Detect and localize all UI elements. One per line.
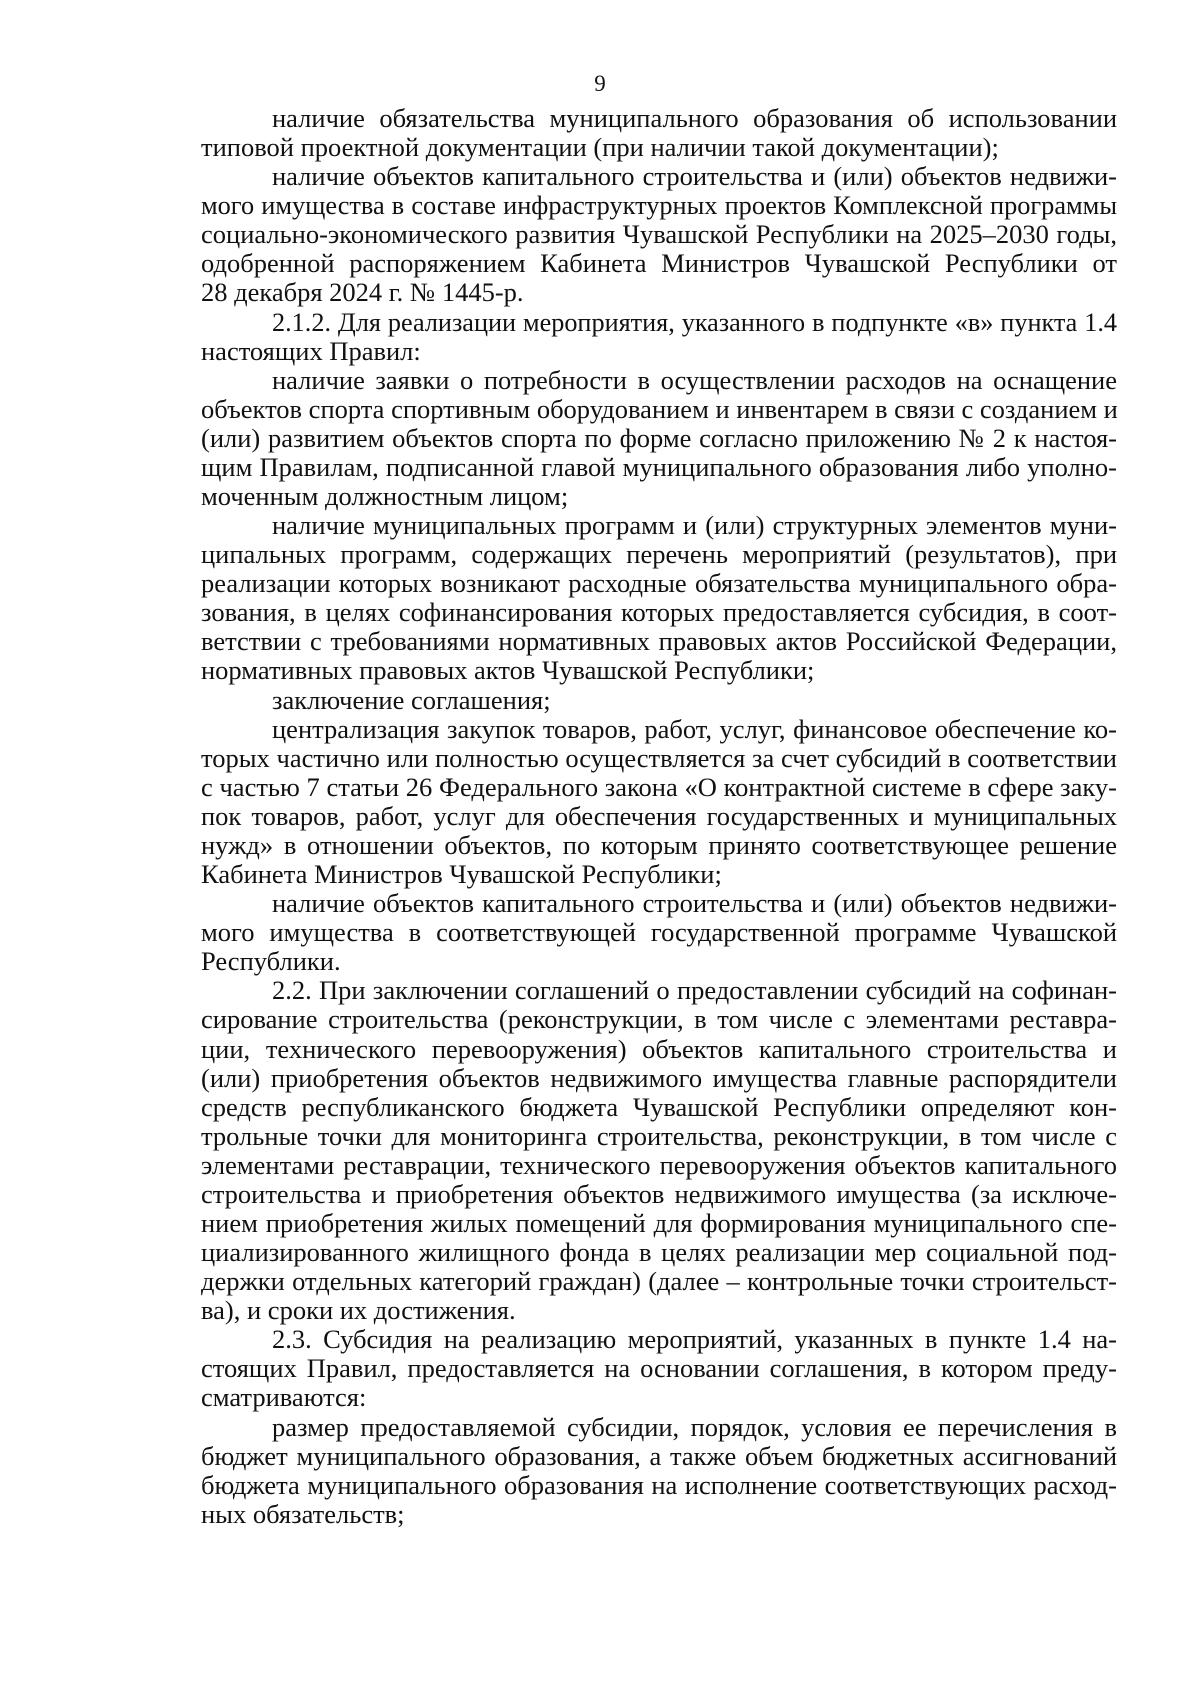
text-line: наличие заявки о потребности в осуществлении расходов на оснащение xyxy=(272,364,1117,395)
text-line: 2.2. При заключении соглашений о предоставлении субсидий на софинан- xyxy=(272,975,1117,1006)
text-line: заключение соглашения; xyxy=(272,684,551,715)
text-line: бюджета муниципального образования на исполнение соответствующих расход- xyxy=(201,1469,1117,1500)
text-line: (или) развитием объектов спорта по форме согласно приложению № 2 к настоя- xyxy=(201,422,1117,453)
text-line: зования, в целях софинансирования которых предоставляется субсидия, в соот- xyxy=(201,597,1117,628)
text-line: средств республиканского бюджета Чувашской Республики определяют кон- xyxy=(201,1091,1117,1122)
text-line: ветствии с требованиями нормативных правовых актов Российской Федерации, xyxy=(201,626,1117,657)
document-body-text xyxy=(201,104,1117,1529)
text-line: ва), и сроки их достижения. xyxy=(201,1295,516,1326)
text-line: торых частично или полностью осуществляется за счет субсидий в соответствии xyxy=(201,742,1117,773)
text-line: нием приобретения жилых помещений для формирования муниципального спе- xyxy=(201,1207,1117,1238)
text-line: 2.1.2. Для реализации мероприятия, указанного в подпункте «в» пункта 1.4 xyxy=(272,307,1117,337)
text-line: ных обязательств; xyxy=(201,1498,405,1529)
text-line: одобренной распоряжением Кабинета Министров Чувашской Республики от xyxy=(201,248,1117,279)
text-line: социально-экономического развития Чувашской Республики на 2025–2030 годы, xyxy=(201,219,1117,250)
text-line: пок товаров, работ, услуг для обеспечения государственных и муниципальных xyxy=(201,800,1117,831)
text-line: мого имущества в составе инфраструктурных проектов Комплексной программы xyxy=(201,191,1117,221)
text-line: мого имущества в соответствующей государственной программе Чувашской xyxy=(201,917,1117,948)
text-line: сирование строительства (реконструкции, в том числе с элементами реставра- xyxy=(201,1004,1117,1035)
text-line: стоящих Правил, предоставляется на основании соглашения, в котором преду- xyxy=(201,1353,1117,1384)
text-line: бюджет муниципального образования, а также объем бюджетных ассигнований xyxy=(201,1440,1117,1471)
text-line: моченным должностным лицом; xyxy=(201,481,569,512)
text-line: щим Правилам, подписанной главой муниципального образования либо уполно- xyxy=(201,451,1117,482)
text-line: (или) приобретения объектов недвижимого имущества главные распорядители xyxy=(201,1062,1117,1093)
text-line: наличие объектов капитального строительства и (или) объектов недвижи- xyxy=(272,161,1117,192)
text-line: наличие объектов капитального строительства и (или) объектов недвижи- xyxy=(272,888,1117,919)
text-line: реализации которых возникают расходные обязательства муниципального обра- xyxy=(201,568,1117,599)
page-number: 9 xyxy=(594,71,606,96)
text-line: трольные точки для мониторинга строительства, реконструкции, в том числе с xyxy=(201,1120,1117,1151)
text-line: держки отдельных категорий граждан) (далее – контрольные точки строительст- xyxy=(201,1266,1117,1297)
text-line: 2.3. Субсидия на реализацию мероприятий, указанных в пункте 1.4 на- xyxy=(272,1324,1117,1355)
text-line: нормативных правовых актов Чувашской Республики; xyxy=(201,655,815,686)
text-line: ции, технического перевооружения) объектов капитального строительства и xyxy=(201,1033,1117,1064)
text-line: циализированного жилищного фонда в целях реализации мер социальной под- xyxy=(201,1237,1117,1268)
text-line: ципальных программ, содержащих перечень мероприятий (результатов), при xyxy=(201,539,1117,570)
text-line: настоящих Правил: xyxy=(201,335,421,366)
text-line: 28 декабря 2024 г. № 1445-р. xyxy=(201,277,524,308)
text-line: размер предоставляемой субсидии, порядок, условия ее перечисления в xyxy=(272,1411,1117,1442)
text-line: централизация закупок товаров, работ, услуг, финансовое обеспечение ко- xyxy=(272,713,1117,744)
text-line: строительства и приобретения объектов недвижимого имущества (за исключе- xyxy=(201,1178,1117,1209)
text-line: элементами реставрации, технического перевооружения объектов капитального xyxy=(201,1149,1117,1180)
text-line: наличие муниципальных программ и (или) структурных элементов муни- xyxy=(272,510,1117,541)
text-line: Республики. xyxy=(201,946,341,977)
text-line: Кабинета Министров Чувашской Республики; xyxy=(201,859,722,890)
text-line: нужд» в отношении объектов, по которым принято соответствующее решение xyxy=(201,829,1117,860)
text-line: объектов спорта спортивным оборудованием и инвентарем в связи с созданием и xyxy=(201,393,1118,424)
text-line: сматриваются: xyxy=(201,1382,367,1413)
text-line: типовой проектной документации (при наличии такой документации); xyxy=(201,132,999,163)
text-line: наличие обязательства муниципального образования об использовании xyxy=(272,103,1117,133)
text-line: с частью 7 статьи 26 Федерального закона «О контрактной системе в сфере заку- xyxy=(201,771,1117,802)
